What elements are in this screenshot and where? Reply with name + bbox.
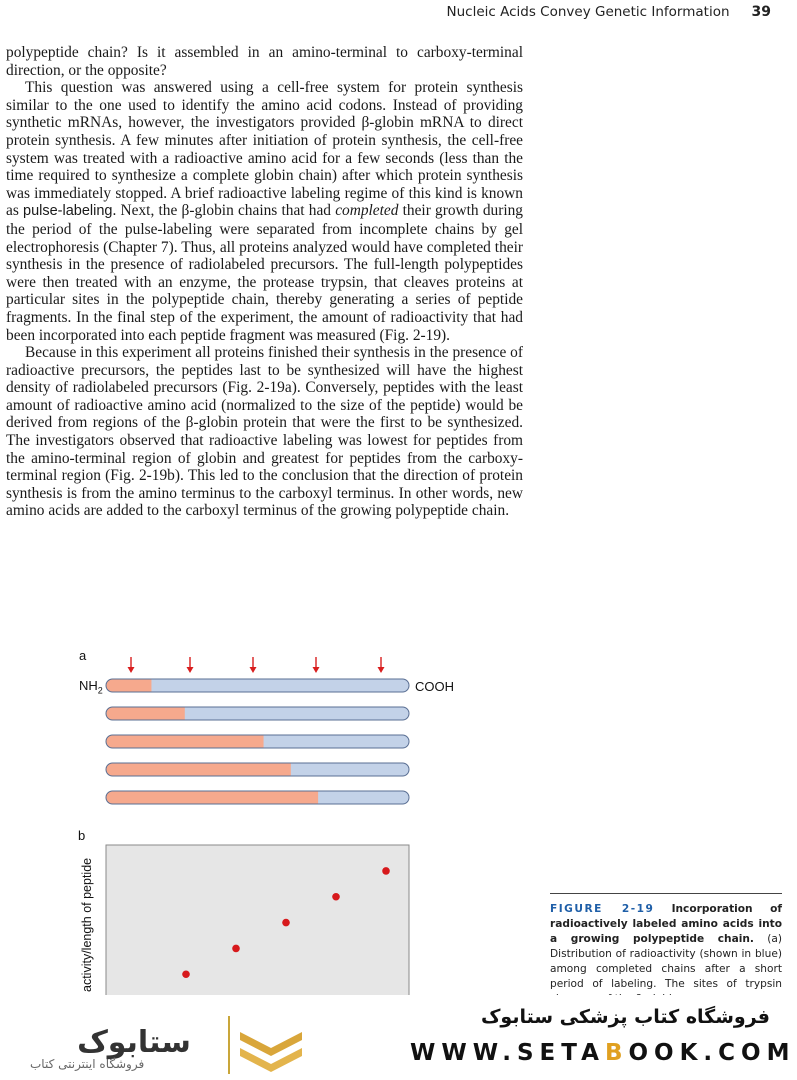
data-point-1 — [182, 970, 190, 978]
logo-divider — [228, 1016, 230, 1074]
shop-url — [410, 1040, 796, 1066]
nh2-label — [79, 678, 103, 696]
paragraph-2 — [6, 79, 523, 344]
chain-3-labeled — [106, 735, 264, 748]
figure-2-19 — [0, 640, 560, 1000]
panel-a-label: a — [79, 648, 87, 663]
data-point-5 — [382, 867, 390, 875]
cleavage-arrowhead-3 — [250, 667, 257, 673]
chain-1-labeled — [106, 679, 151, 692]
logo-text: ستابوک — [77, 1025, 191, 1060]
running-title: Nucleic Acids Convey Genetic Information — [446, 4, 730, 20]
chevron-logo-icon — [236, 1024, 306, 1072]
caption-text: (a) Distribution of radioactivity (shown in blue) among completed chains after a short period of labeling. The sites of trypsin — [550, 933, 782, 990]
body-text — [6, 44, 523, 520]
data-point-3 — [282, 919, 290, 927]
nh2-text: NH — [79, 678, 98, 693]
page-number: 39 — [751, 4, 771, 20]
cleavage-arrowhead-1 — [128, 667, 135, 673]
chain-4-labeled — [106, 763, 291, 776]
y-axis-label: activity/length of peptide — [80, 857, 94, 992]
url-highlight: B — [604, 1040, 629, 1066]
figure-caption — [550, 893, 782, 1007]
cleavage-arrowhead-5 — [378, 667, 385, 673]
caption-figure-number: FIGURE 2-19 — [550, 903, 655, 915]
caption-title: Incorporation of radioactively labeled amino acids into a growing polypeptide chain. — [550, 903, 782, 945]
logo-graphic — [44, 1020, 224, 1060]
chain-2-labeled — [106, 707, 185, 720]
term-pulse-labeling: pulse-labeling — [23, 203, 113, 220]
url-part-a: WWW.SETA — [410, 1040, 605, 1066]
cleavage-arrowhead-4 — [313, 667, 320, 673]
data-point-4 — [332, 893, 340, 901]
nh2-subscript: 2 — [97, 685, 103, 696]
url-part-c: OOK.COM — [628, 1040, 796, 1066]
running-header — [447, 4, 772, 20]
emphasis-completed: completed — [335, 202, 399, 220]
cooh-label: COOH — [415, 679, 454, 694]
plot-area — [106, 845, 409, 1000]
panel-b-label: b — [78, 828, 86, 843]
logo-subtitle: فروشگاه اینترنتی کتاب — [30, 1057, 145, 1071]
paragraph-1: polypeptide chain? Is it assembled in an amino-terminal to carboxy-terminal direction, or the opposite? — [6, 44, 523, 79]
cleavage-arrowhead-2 — [187, 667, 194, 673]
paragraph-2-part-a: This question was answered using a cell-free system for protein synthesis similar to the one used to identify the amino acid codons. Instead of providing synthetic mRNAs, however, the investigators provided β-globin mRNA to direct protein synthesis. A few minutes after initiation of protein synthesis, the cell-free system was treated with a radioactive amino acid for a few seconds (less than the time required to synthesize a complete globin chain) after which protein synthesis was immediately stopped. A brief radioactive labeling regime of this kind is known as — [6, 79, 523, 220]
shop-name: فروشگاه کتاب پزشکی ستابوک — [480, 1006, 770, 1028]
paragraph-2-part-b: . Next, the β-globin chains that had — [112, 202, 336, 220]
chain-5-labeled — [106, 791, 318, 804]
paragraph-2-part-c: their growth during the period of the pulse-labeling were separated from incomplete chains by gel electrophoresis (Chapter 7). Thus, all proteins analyzed would have completed their synthesis in the presence of radiolabeled precursors. The full-length polypeptides were then treated with an enzyme, the protease trypsin, that cleaves proteins at particular sites in the polypeptide chain, thereby generating a series of peptide fragments. In the final step of the experiment, the amount of radioactivity that had been incorporated into each peptide fragment was measured (Fig. 2-19). — [6, 202, 524, 344]
data-point-2 — [232, 945, 240, 953]
paragraph-3: Because in this experiment all proteins finished their synthesis in the presence of radioactive precursors, the peptides last to be synthesized will have the highest density of radiolabeled precursors (Fig. 2-19a). Conversely, peptides with the least amount of radioactive amino acid (normalized to the size of the peptide) would be derived from regions of the β-globin protein that were the first to be synthesized. The investigators observed that radioactive labeling was lowest for peptides from the amino-terminal region of globin and greatest for peptides from the carboxy-terminal region (Fig. 2-19b). This led to the conclusion that the direction of protein synthesis is from the amino terminus to the carboxyl terminus. In other words, new amino acids are added to the carboxyl terminus of the growing polypeptide chain. — [6, 344, 523, 520]
